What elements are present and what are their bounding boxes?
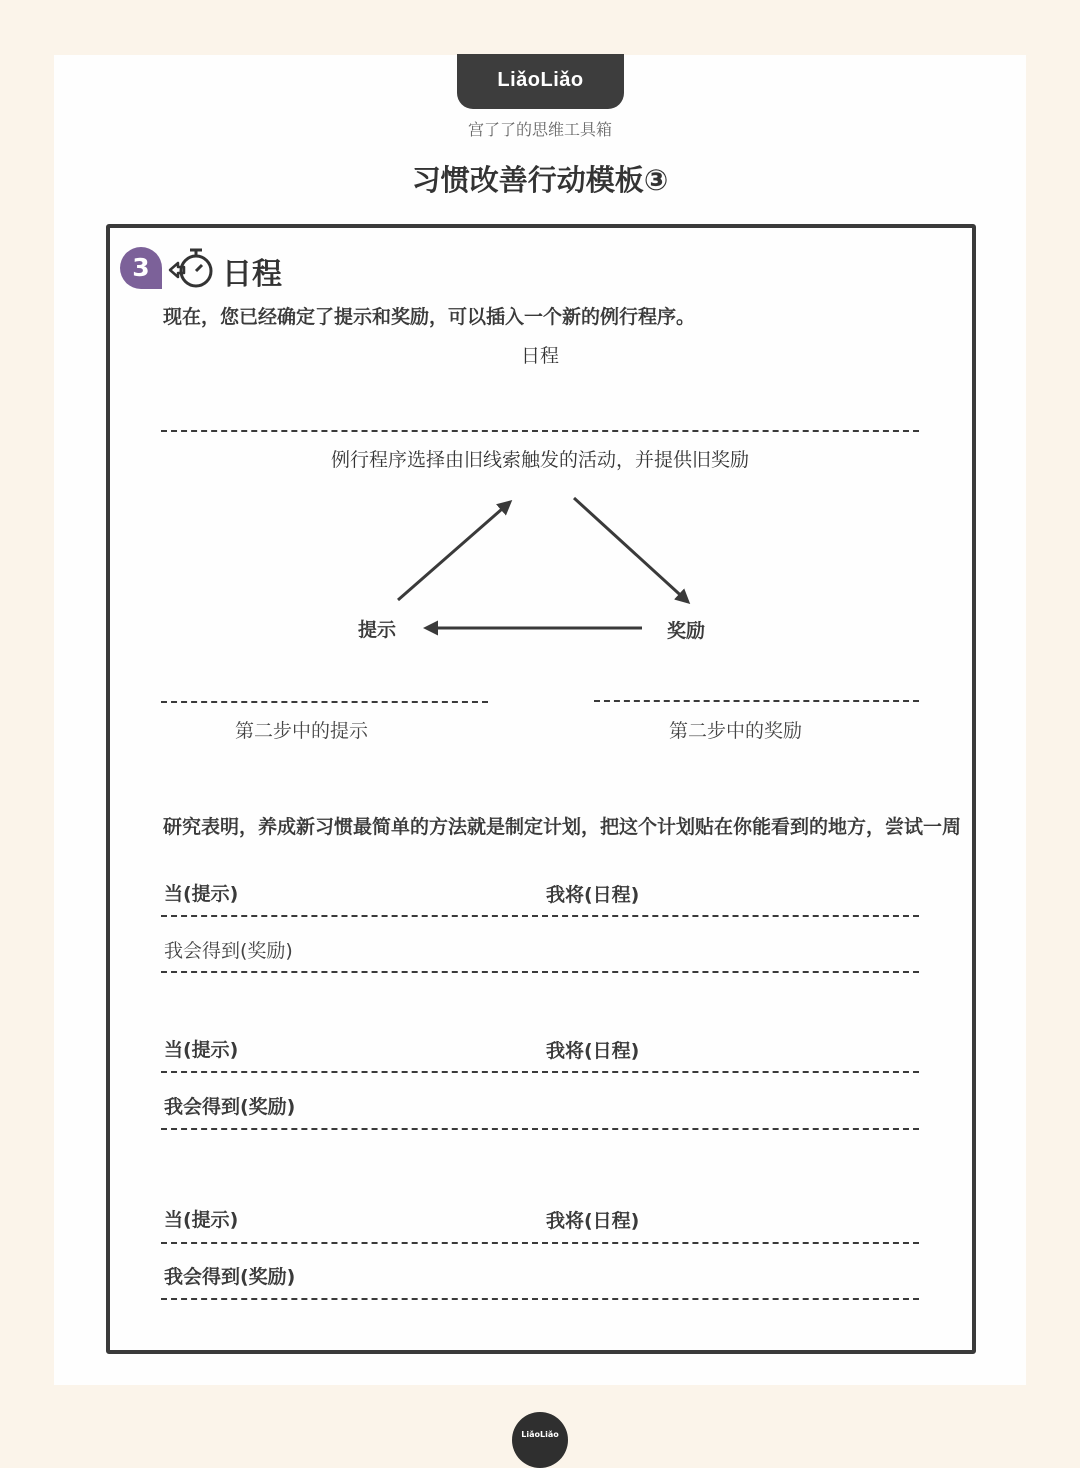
plan-3-get-label: 我会得到(奖励) [164,1266,296,1288]
plan-3-line-2[interactable] [161,1298,919,1300]
plan-2-line-1[interactable] [161,1071,919,1073]
page-title: 习惯改善行动模板③ [411,163,669,197]
plan-1-line-2[interactable] [161,971,919,973]
arrow-routine-to-reward [574,498,688,602]
section-number-badge: 3 [120,247,162,289]
plan-3-will-label: 我将(日程) [546,1210,640,1232]
section-title: 日程 [222,257,282,292]
brand-subtitle: 宫了了的思维工具箱 [467,120,612,139]
plan-2-will-label: 我将(日程) [546,1040,640,1062]
cue-label: 提示 [358,619,397,641]
research-text: 研究表明，养成新习惯最简单的方法就是制定计划，把这个计划贴在你能看到的地方，尝试一周 [163,816,962,838]
plan-1-will-label: 我将(日程) [546,884,640,906]
plan-2-get-label: 我会得到(奖励) [164,1096,296,1118]
routine-caption: 例行程序选择由旧线索触发的活动，并提供旧奖励 [330,449,749,471]
plan-1-line-1[interactable] [161,915,919,917]
plan-1-when-label: 当(提示) [164,883,239,905]
brand-logo: LiǎoLiǎo [457,54,624,109]
cue-answer-line[interactable] [161,701,488,703]
routine-heading: 日程 [520,345,559,367]
plan-2-when-label: 当(提示) [164,1039,239,1061]
reward-caption: 第二步中的奖励 [669,720,803,742]
plan-3-line-1[interactable] [161,1242,919,1244]
reward-answer-line[interactable] [594,700,919,702]
cue-caption: 第二步中的提示 [235,720,369,742]
habit-loop-diagram [0,0,1080,700]
reward-label: 奖励 [667,620,706,642]
plan-1-get-label: 我会得到(奖励) [164,940,293,962]
plan-3-when-label: 当(提示) [164,1209,239,1231]
arrow-cue-to-routine [398,502,510,600]
intro-text: 现在，您已经确定了提示和奖励，可以插入一个新的例行程序。 [163,306,696,328]
plan-2-line-2[interactable] [161,1128,919,1130]
bottom-logo: LiǎoLiǎo [512,1412,568,1468]
